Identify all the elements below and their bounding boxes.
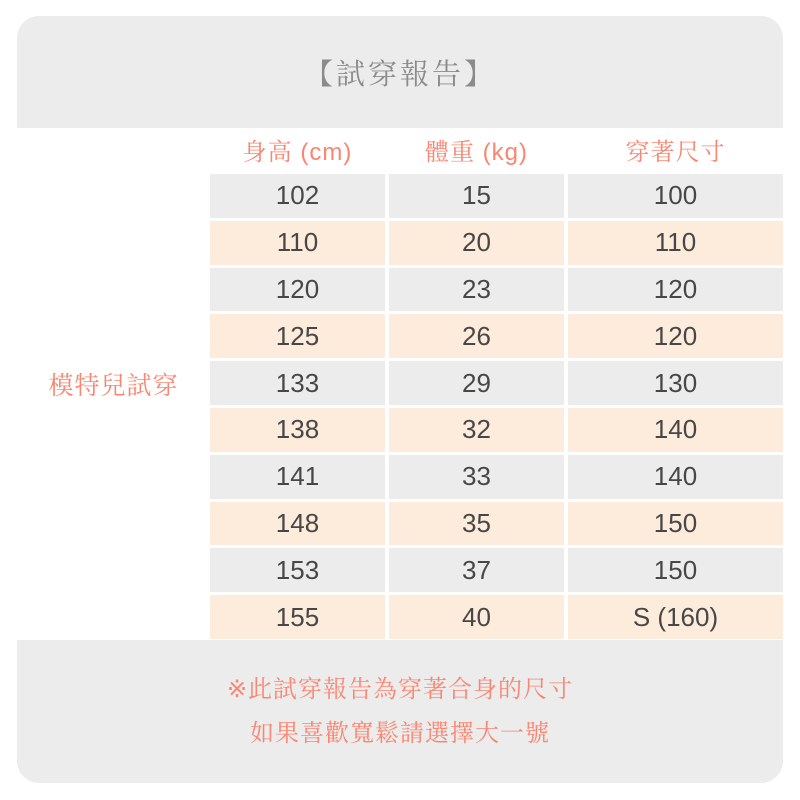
table-cell: 141 bbox=[210, 455, 385, 499]
table-cell: 110 bbox=[210, 221, 385, 265]
table-row bbox=[210, 268, 783, 312]
table-row bbox=[210, 408, 783, 452]
table-body bbox=[210, 174, 783, 639]
table-cell: 102 bbox=[210, 174, 385, 218]
table-cell: 150 bbox=[568, 548, 783, 592]
table-cell: 155 bbox=[210, 595, 385, 639]
table-cell: 26 bbox=[389, 314, 564, 358]
table-cell: 140 bbox=[568, 408, 783, 452]
footnote-line-1: ※此試穿報告為穿著合身的尺寸 bbox=[226, 676, 574, 703]
table-cell: 33 bbox=[389, 455, 564, 499]
table-cell: 120 bbox=[210, 268, 385, 312]
title-band bbox=[17, 16, 783, 128]
table-cell: 125 bbox=[210, 314, 385, 358]
table-cell: 40 bbox=[389, 595, 564, 639]
table-cell: 120 bbox=[568, 268, 783, 312]
footnote-line-2: 如果喜歡寬鬆請選擇大一號 bbox=[250, 720, 550, 747]
table-cell: 35 bbox=[389, 502, 564, 546]
table-row bbox=[210, 361, 783, 405]
table-row bbox=[210, 595, 783, 639]
table-cell: 133 bbox=[210, 361, 385, 405]
header-size: 穿著尺寸 bbox=[568, 128, 783, 171]
fitting-report-card bbox=[17, 16, 783, 783]
table-cell: 140 bbox=[568, 455, 783, 499]
table-header-row bbox=[210, 128, 783, 171]
table-cell: 100 bbox=[568, 174, 783, 218]
table-cell: 37 bbox=[389, 548, 564, 592]
table-cell: 29 bbox=[389, 361, 564, 405]
table-cell: 23 bbox=[389, 268, 564, 312]
table-row bbox=[210, 502, 783, 546]
table-row bbox=[210, 314, 783, 358]
table-cell: S (160) bbox=[568, 595, 783, 639]
table-row bbox=[210, 455, 783, 499]
header-height: 身高 (cm) bbox=[210, 128, 385, 171]
table-cell: 150 bbox=[568, 502, 783, 546]
table-row bbox=[210, 221, 783, 265]
page-title: 【試穿報告】 bbox=[303, 58, 496, 91]
table-cell: 15 bbox=[389, 174, 564, 218]
fitting-table bbox=[210, 128, 783, 640]
table-cell: 130 bbox=[568, 361, 783, 405]
table-cell: 120 bbox=[568, 314, 783, 358]
table-cell: 32 bbox=[389, 408, 564, 452]
table-cell: 138 bbox=[210, 408, 385, 452]
table-section bbox=[17, 128, 783, 640]
table-cell: 110 bbox=[568, 221, 783, 265]
table-cell: 148 bbox=[210, 502, 385, 546]
header-weight: 體重 (kg) bbox=[389, 128, 564, 171]
table-row bbox=[210, 548, 783, 592]
footnote bbox=[17, 640, 783, 783]
table-cell: 20 bbox=[389, 221, 564, 265]
table-row bbox=[210, 174, 783, 218]
model-fitting-label: 模特兒試穿 bbox=[48, 372, 179, 400]
table-cell: 153 bbox=[210, 548, 385, 592]
